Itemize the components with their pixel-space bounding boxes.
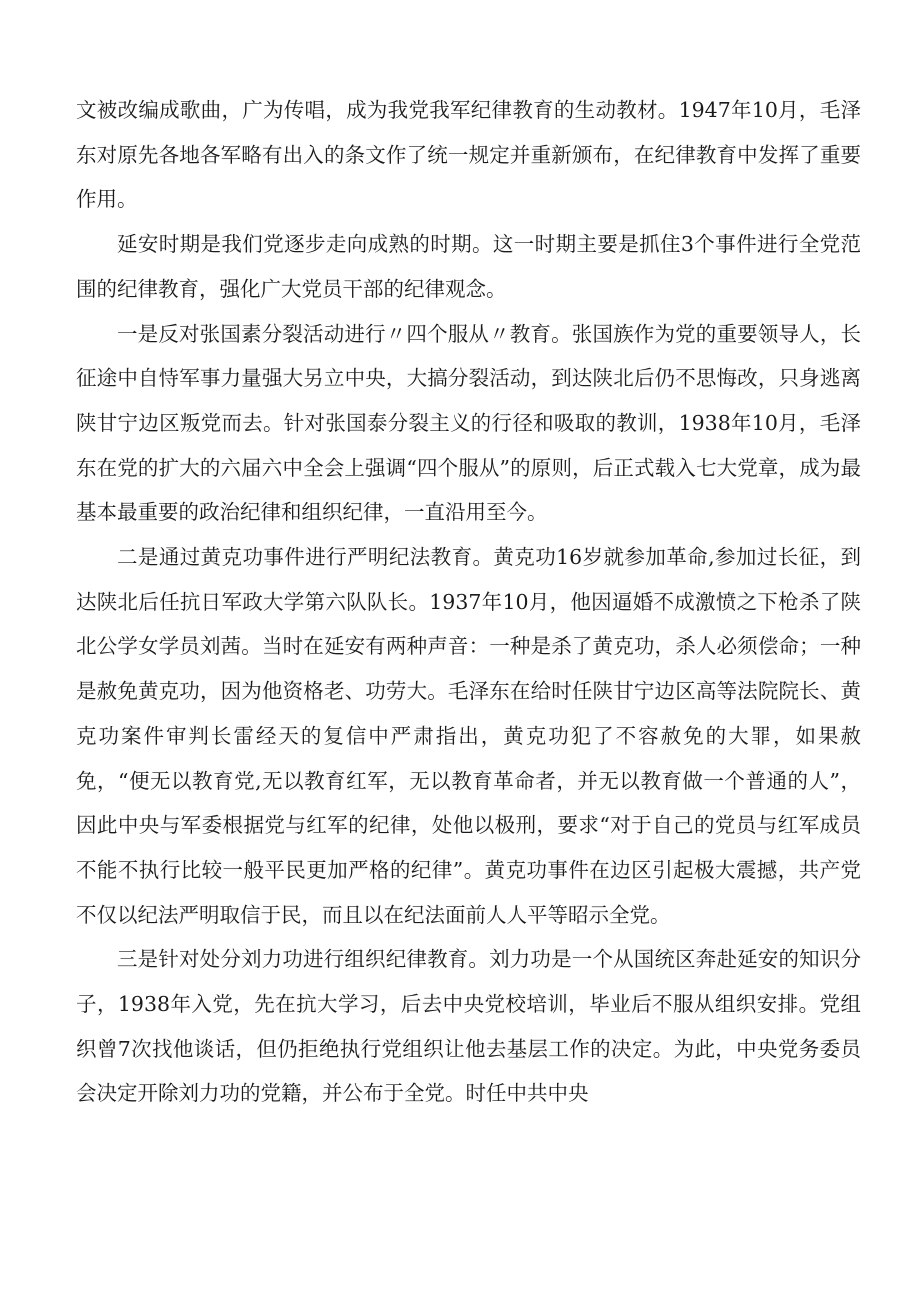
paragraph-4: 二是通过黄克功事件进行严明纪法教育。黄克功16岁就参加革命,参加过长征，到达陕北后任抗日军政大学第六队队长。1937年10月，他因逼婚不成激愤之下枪杀了陕北公学女学员刘茜。当时在延安有两种声音：一种是杀了黄克功，杀人必须偿命；一种是赦免黄克功，因为他资格老、功劳大。毛泽东在给时任陕甘宁边区高等法院院长、黄克功案件审判长雷经天的复信中严肃指出，黄克功犯了不容赦免的大罪，如果赦免，“便无以教育党,无以教育红军，无以教育革命者，并无以教育做一个普通的人”，因此中央与军委根据党与红军的纪律，处他以极刑，要求“对于自己的党员与红军成员不能不执行比较一般平民更加严格的纪律”。黄克功事件在边区引起极大震撼，共产党不仅以纪法严明取信于民，而且以在纪法面前人人平等昭示全党。 xyxy=(76,545,861,927)
document-body xyxy=(76,88,861,1116)
paragraph-2: 延安时期是我们党逐步走向成熟的时期。这一时期主要是抓住3个事件进行全党范围的纪律教育，强化广大党员干部的纪律观念。 xyxy=(76,232,861,301)
paragraph-5: 三是针对处分刘力功进行组织纪律教育。刘力功是一个从国统区奔赴延安的知识分子，1938年入党，先在抗大学习，后去中央党校培训，毕业后不服从组织安排。党组织曾7次找他谈话，但仍拒绝执行党组织让他去基层工作的决定。为此，中央党务委员会决定开除刘力功的党籍，并公布于全党。时任中共中央 xyxy=(76,947,861,1106)
paragraph-3: 一是反对张国素分裂活动进行〃四个服从〃教育。张国族作为党的重要领导人，长征途中自恃军事力量强大另立中央，大搞分裂活动，到达陕北后仍不思悔改，只身逃离陕甘宁边区叛党而去。针对张国泰分裂主义的行径和吸取的教训，1938年10月，毛泽东在党的扩大的六届六中全会上强调“四个服从”的原则，后正式载入七大党章，成为最基本最重要的政治纪律和组织纪律，一直沿用至今。 xyxy=(76,321,861,525)
paragraph-1: 文被改编成歌曲，广为传唱，成为我党我军纪律教育的生动教材。1947年10月，毛泽东对原先各地各军略有出入的条文作了统一规定并重新颁布，在纪律教育中发挥了重要作用。 xyxy=(76,98,861,212)
